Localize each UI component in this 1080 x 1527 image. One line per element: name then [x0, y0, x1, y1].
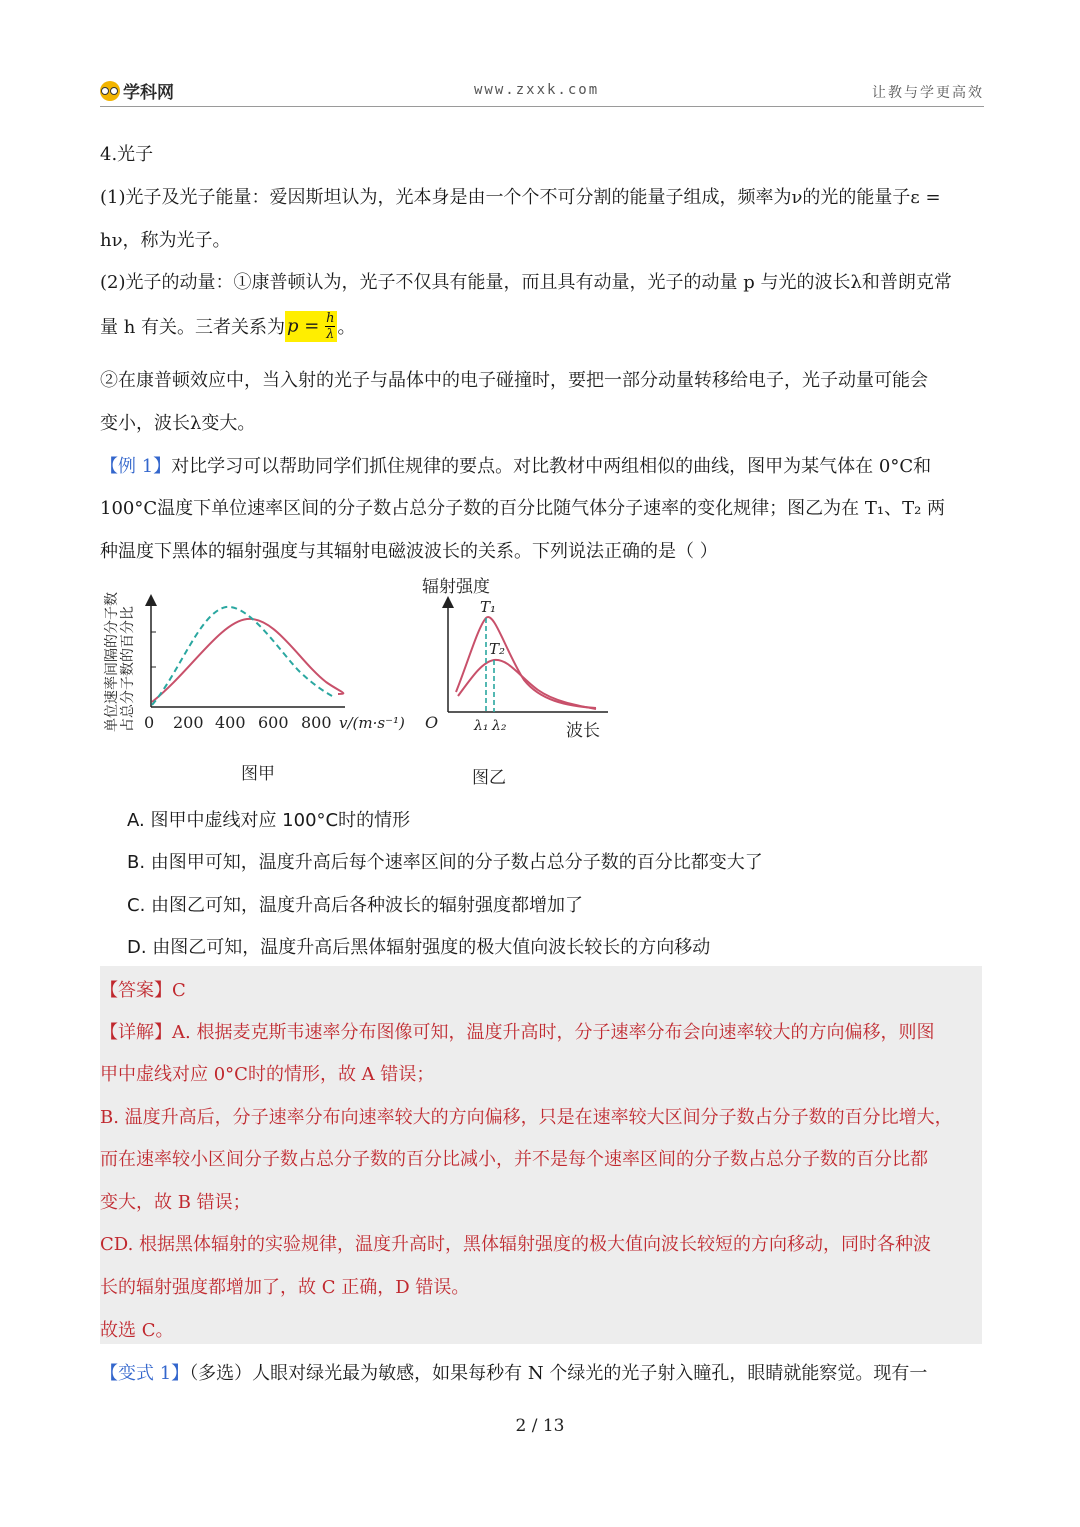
figure-a-xtick-400: 400 — [215, 713, 246, 732]
option-d: D. 由图乙可知，温度升高后黑体辐射强度的极大值向波长较长的方向移动 — [127, 937, 711, 958]
figure-b-xlabel: 波长 — [566, 721, 600, 741]
figure-b-lambda1: λ₁ — [474, 718, 489, 734]
figure-b-t1-label: T₁ — [480, 598, 497, 616]
figure-a-curve-dashed — [152, 607, 332, 705]
figure-a-xtick-200: 200 — [173, 713, 204, 732]
figure-a-xlabel: v/(m·s⁻¹) — [339, 714, 405, 732]
option-a: A. 图甲中虚线对应 100°C时的情形 — [127, 810, 411, 831]
figure-a-origin: 0 — [144, 713, 155, 732]
formula-lhs: p = — [287, 315, 320, 336]
p1-line2: hν，称为光子。 — [100, 230, 231, 251]
p2-line2-prefix: 量 h 有关。三者关系为 — [100, 317, 286, 338]
detail-line-6: CD. 根据黑体辐射的实验规律，温度升高时，黑体辐射强度的极大值向波长较短的方向移动，同时各种波 — [100, 1234, 932, 1255]
p2-line2-suffix: 。 — [337, 317, 356, 338]
page-number: 2 / 13 — [515, 1416, 565, 1436]
detail-line-1: 【详解】A. 根据麦克斯韦速率分布图像可知，温度升高时，分子速率分布会向速率较大的方向偏移，则图 — [100, 1022, 935, 1043]
option-b: B. 由图甲可知，温度升高后每个速率区间的分子数占总分子数的百分比都变大了 — [127, 852, 763, 873]
variant-line — [100, 1359, 927, 1385]
example-line1 — [100, 452, 931, 478]
logo — [100, 78, 174, 103]
logo-icon — [100, 81, 120, 101]
answer-label: 【答案】C — [100, 980, 186, 1001]
figure-a-ylabel-1: 单位速率间隔的分子数 — [104, 592, 120, 732]
figure-a-caption: 图甲 — [241, 764, 275, 784]
p3-line1: ②在康普顿效应中，当入射的光子与晶体中的电子碰撞时，要把一部分动量转移给电子，光子动量可能会 — [100, 370, 928, 391]
figure-b — [420, 572, 620, 792]
figure-b-lambda2: λ₂ — [492, 718, 507, 734]
example-line2: 100°C温度下单位速率区间的分子数占总分子数的百分比随气体分子速率的变化规律；图乙为在 T₁、T₂ 两 — [100, 498, 946, 519]
site-url: www.zxxk.com — [474, 82, 600, 98]
page-header — [100, 74, 984, 107]
detail-line-2: 甲中虚线对应 0°C时的情形，故 A 错误； — [100, 1064, 435, 1085]
example-tag: 【例 1】 — [100, 456, 172, 477]
detail-line-8: 故选 C。 — [100, 1320, 174, 1341]
formula-denominator: λ — [326, 326, 335, 342]
detail-line-7: 长的辐射强度都增加了，故 C 正确，D 错误。 — [100, 1277, 470, 1298]
figure-b-caption: 图乙 — [472, 768, 506, 788]
option-c: C. 由图乙可知，温度升高后各种波长的辐射强度都增加了 — [127, 895, 584, 916]
figure-b-curve-t1 — [456, 617, 596, 708]
detail-line-4: 而在速率较小区间分子数占总分子数的百分比减小，并不是每个速率区间的分子数占总分子数的百分比都 — [100, 1149, 928, 1170]
figure-a-xtick-800: 800 — [301, 713, 332, 732]
figure-b-t2-label: T₂ — [489, 640, 506, 658]
example-text1: 对比学习可以帮助同学们抓住规律的要点。对比教材中两组相似的曲线，图甲为某气体在 0°C和 — [171, 456, 932, 477]
formula-fraction — [325, 311, 335, 342]
logo-text: 学科网 — [123, 83, 174, 103]
p2-line2 — [100, 306, 355, 346]
variant-text: （多选）人眼对绿光最为敏感，如果每秒有 N 个绿光的光子射入瞳孔，眼睛就能察觉。现有一 — [189, 1363, 928, 1384]
momentum-formula — [285, 311, 337, 342]
detail-line-5: 变大，故 B 错误； — [100, 1192, 251, 1213]
variant-tag: 【变式 1】 — [100, 1363, 190, 1384]
p2-line1: (2)光子的动量：①康普顿认为，光子不仅具有能量，而且具有动量，光子的动量 p 与光的波长λ和普朗克常 — [100, 272, 952, 293]
figure-b-ylabel: 辐射强度 — [422, 577, 490, 597]
figure-b-origin: O — [425, 713, 439, 732]
figure-a-xtick-600: 600 — [258, 713, 289, 732]
example-line3: 种温度下黑体的辐射强度与其辐射电磁波波长的关系。下列说法正确的是（ ） — [100, 541, 718, 562]
detail-line-3: B. 温度升高后，分子速率分布向速率较大的方向偏移，只是在速率较大区间分子数占分子数的百分比增大， — [100, 1107, 953, 1128]
formula-numerator: h — [326, 310, 335, 326]
section-title: 4.光子 — [100, 144, 154, 165]
p1-line1: (1)光子及光子能量：爱因斯坦认为，光本身是由一个个不可分割的能量子组成，频率为ν的光的能量子ε = — [100, 187, 941, 208]
p3-line2: 变小，波长λ变大。 — [100, 413, 256, 434]
slogan: 让教与学更高效 — [872, 85, 984, 101]
figure-a-ylabel-2: 占总分子数的百分比 — [120, 606, 136, 732]
figure-a — [100, 572, 420, 792]
